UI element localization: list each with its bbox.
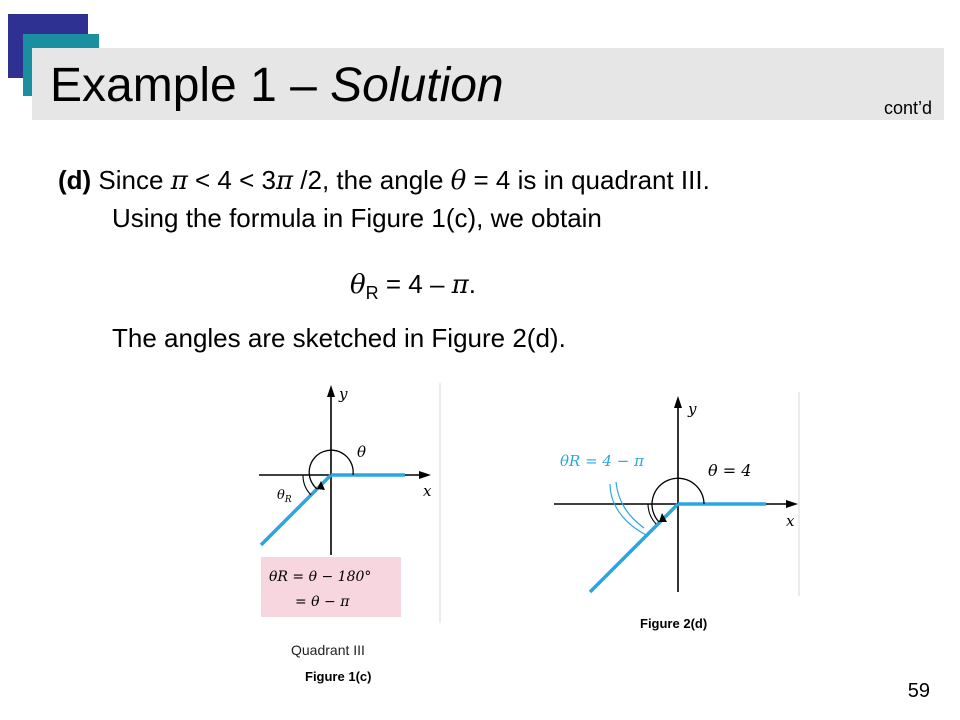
- formula-line-2: = θ − π: [295, 594, 350, 610]
- formula-line-1: θR = θ − 180°: [269, 569, 372, 585]
- y-label: y: [339, 385, 348, 403]
- figure-2d-bg: [552, 392, 800, 596]
- contd-label: cont’d: [883, 98, 932, 118]
- page-number: 59: [907, 680, 930, 702]
- body-line-4: The angles are sketched in Figure 2(d).: [112, 323, 566, 353]
- pi-symbol: π: [170, 166, 188, 196]
- theta-equals-4: θ = 4: [708, 461, 752, 480]
- theta-symbol: θ: [350, 270, 366, 300]
- theta-r-symbol: θ: [277, 488, 285, 503]
- part-label: (d): [58, 165, 92, 195]
- theta-r-equation: θR = 4 − π: [560, 452, 644, 470]
- slide-title: [50, 58, 504, 114]
- text-since: Since: [91, 165, 171, 195]
- text-inequality: < 4 < 3: [187, 165, 276, 195]
- body-line-2: Using the formula in Figure 1(c), we obtain: [112, 203, 602, 233]
- equation-end: .: [468, 269, 476, 299]
- text-angle: /2, the angle: [293, 165, 451, 195]
- slide-title-italic: Solution: [330, 59, 504, 112]
- y-label: y: [688, 400, 697, 418]
- theta-symbol: θ: [450, 166, 467, 196]
- theta-r-sub: R: [284, 495, 292, 505]
- reference-angle-equation: [350, 268, 476, 309]
- equation-text: = 4 –: [378, 269, 452, 299]
- figure-2d-caption: Figure 2(d): [640, 616, 708, 631]
- pi-symbol: π: [451, 270, 469, 300]
- slide-title-main: Example 1 –: [50, 59, 331, 112]
- x-label: x: [423, 482, 432, 500]
- pi-symbol: π: [275, 166, 294, 196]
- quadrant-caption: Quadrant III: [291, 642, 365, 658]
- text-quadrant: = 4 is in quadrant III.: [466, 165, 710, 195]
- x-label: x: [786, 512, 795, 530]
- body-line-1: [58, 164, 710, 197]
- subscript-r: R: [365, 283, 379, 303]
- figure-1c-caption: Figure 1(c): [305, 669, 372, 684]
- theta-label: θ: [357, 443, 367, 461]
- figure-1c: [255, 383, 441, 623]
- figure-2d: [552, 392, 800, 596]
